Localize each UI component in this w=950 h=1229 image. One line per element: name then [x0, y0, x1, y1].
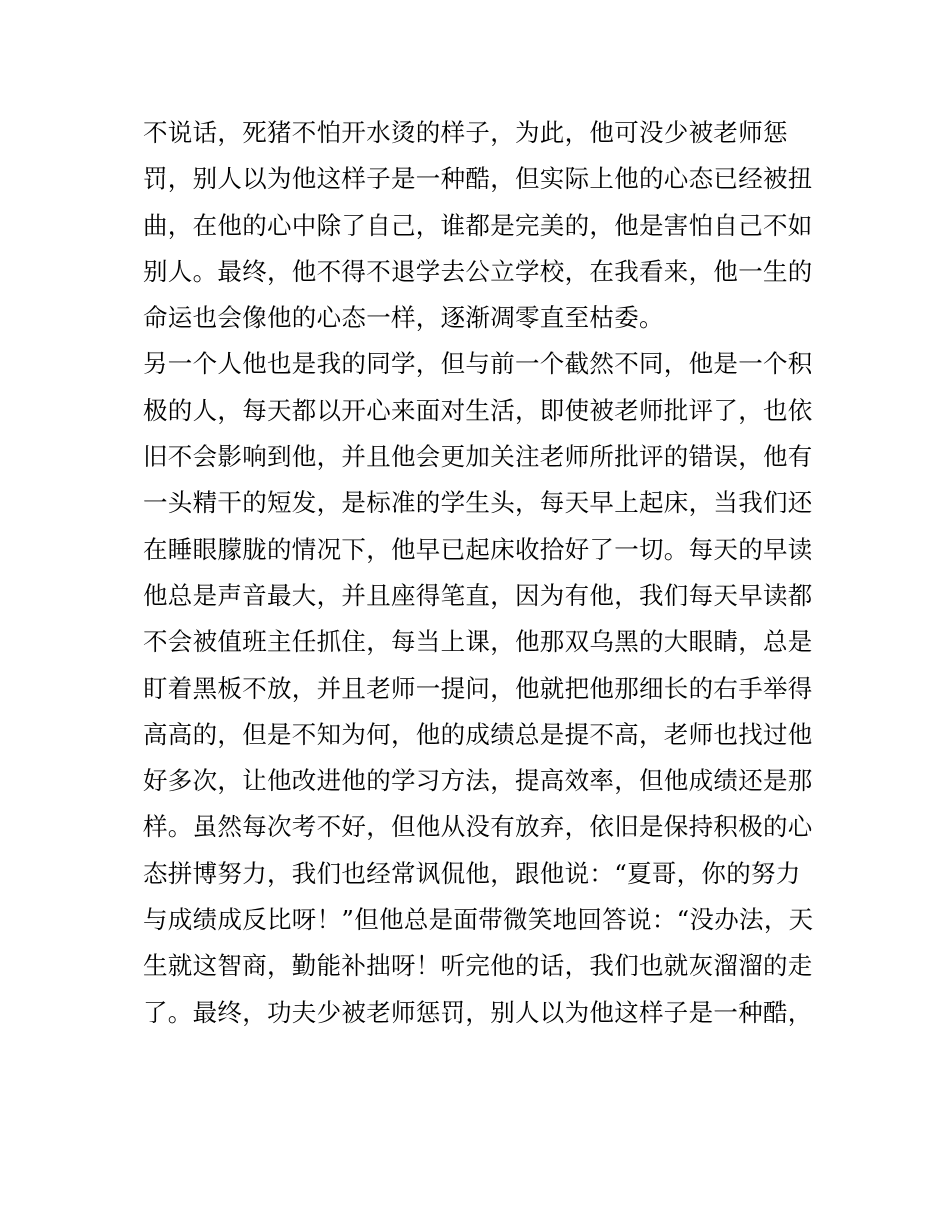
text-line: 命运也会像他的心态一样，逐渐凋零直至枯委。	[143, 303, 664, 333]
text-line: 在睡眼朦胧的情况下，他早已起床收拾好了一切。每天的早读	[143, 534, 813, 564]
text-line: 极的人，每天都以开心来面对生活，即使被老师批评了，也依	[143, 395, 813, 425]
text-line: 与成绩成反比呀！”但他总是面带微笑地回答说：“没办法，天	[143, 905, 814, 935]
body-text	[143, 110, 815, 1036]
text-line: 旧不会影响到他，并且他会更加关注老师所批评的错误，他有	[143, 442, 813, 472]
text-line: 另一个人他也是我的同学，但与前一个截然不同，他是一个积	[143, 349, 813, 379]
text-line: 样。虽然每次考不好，但他从没有放弃，依旧是保持积极的心	[143, 812, 813, 842]
text-line: 不说话，死猪不怕开水烫的样子，为此，他可没少被老师惩	[143, 118, 788, 147]
text-line: 生就这智商，勤能补拙呀！听完他的话，我们也就灰溜溜的走	[143, 951, 813, 981]
text-line: 盯着黑板不放，并且老师一提问，他就把他那细长的右手举得	[143, 673, 813, 703]
text-line: 一头精干的短发，是标准的学生头，每天早上起床，当我们还	[143, 488, 813, 518]
text-line: 高高的，但是不知为何，他的成绩总是提不高，老师也找过他	[143, 719, 813, 749]
text-line: 好多次，让他改进他的学习方法，提高效率，但他成绩还是那	[143, 766, 813, 796]
text-line: 曲，在他的心中除了自己，谁都是完美的，他是害怕自己不如	[143, 210, 813, 240]
text-line: 不会被值班主任抓住，每当上课，他那双乌黑的大眼睛，总是	[143, 627, 813, 657]
text-line: 态拼博努力，我们也经常讽侃他，跟他说：“夏哥，你的努力	[143, 858, 801, 888]
text-line: 他总是声音最大，并且座得笔直，因为有他，我们每天早读都	[143, 580, 813, 610]
text-line: 罚，别人以为他这样子是一种酷，但实际上他的心态已经被扭	[143, 164, 813, 194]
text-line: 了。最终，功夫少被老师惩罚，别人以为他这样子是一种酷，	[143, 997, 813, 1027]
text-line: 别人。最终，他不得不退学去公立学校，在我看来，他一生的	[143, 256, 813, 286]
